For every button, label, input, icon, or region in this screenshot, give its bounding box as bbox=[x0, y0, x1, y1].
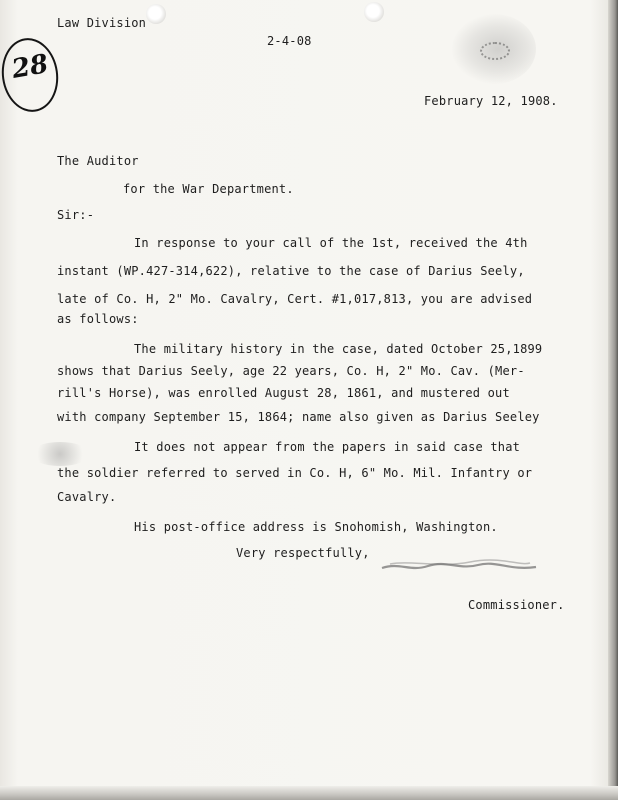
body-line: It does not appear from the papers in said case that bbox=[134, 440, 521, 454]
body-line: with company September 15, 1864; name also given as Darius Seeley bbox=[57, 410, 540, 424]
complimentary-close: Very respectfully, bbox=[236, 546, 370, 560]
page-edge-shadow bbox=[608, 0, 618, 800]
division-label: Law Division bbox=[57, 16, 147, 30]
punch-hole-right bbox=[364, 2, 384, 22]
salutation: Sir:- bbox=[57, 208, 95, 222]
body-line: late of Co. H, 2" Mo. Cavalry, Cert. #1,017,813, you are advised bbox=[57, 292, 533, 306]
signature-title: Commissioner. bbox=[468, 598, 565, 612]
addressee-line-2: for the War Department. bbox=[123, 182, 294, 196]
body-line: as follows: bbox=[57, 312, 139, 326]
body-line: instant (WP.427-314,622), relative to the case of Darius Seely, bbox=[57, 264, 525, 278]
margin-number: 28 bbox=[9, 49, 51, 85]
body-line: the soldier referred to served in Co. H, 6" Mo. Mil. Infantry or bbox=[57, 466, 533, 480]
post-office-address: His post-office address is Snohomish, Washington. bbox=[134, 520, 498, 534]
body-line: In response to your call of the 1st, received the 4th bbox=[134, 236, 528, 250]
body-line: The military history in the case, dated October 25,1899 bbox=[134, 342, 543, 356]
file-number: 2-4-08 bbox=[267, 34, 312, 48]
ink-smudge bbox=[30, 442, 90, 466]
page-bottom-edge bbox=[0, 786, 618, 800]
ink-stamp bbox=[452, 14, 536, 84]
body-line: shows that Darius Seely, age 22 years, Co. H, 2" Mo. Cav. (Mer- bbox=[57, 364, 525, 378]
addressee-line-1: The Auditor bbox=[57, 154, 139, 168]
signature-scrawl bbox=[380, 556, 540, 576]
punch-hole-left bbox=[146, 4, 166, 24]
body-line: Cavalry. bbox=[57, 490, 117, 504]
letter-date: February 12, 1908. bbox=[424, 94, 558, 108]
body-line: rill's Horse), was enrolled August 28, 1861, and mustered out bbox=[57, 386, 510, 400]
